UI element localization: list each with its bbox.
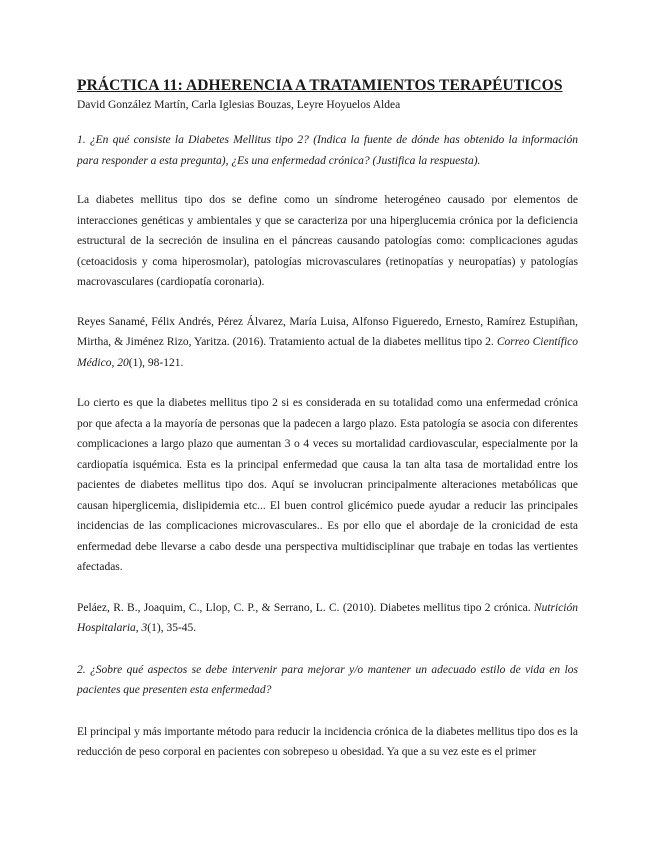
reference-1-authors: Reyes Sanamé, Félix Andrés, Pérez Álvarez, María Luisa, Alfonso Figueredo, Ernesto, Ramírez Estupiñan, Mirtha, & Jiménez Rizo, Yaritza. (2016). Tratamiento actual de la diabetes mellitus tipo 2. [77, 315, 578, 348]
answer-2-paragraph: El principal y más importante método para reducir la incidencia crónica de la diabetes mellitus tipo dos es la reducción de peso corporal en pacientes con sobrepeso u obesidad. Ya que a su vez este es el primer [77, 725, 578, 758]
answer-1b-paragraph: Lo cierto es que la diabetes mellitus tipo 2 si es considerada en su totalidad como una enfermedad crónica por que afecta a la mayoría de personas que la padecen a largo plazo. Esta patología se asocia con diferentes complicaciones a largo plazo que aumentan 3 o 4 veces su mortalidad cardiovascular, especialmente por la cardiopatía isquémica. Esta es la principal enfermedad que causa la tan alta tasa de mortalidad entre los pacientes de diabetes mellitus tipo dos. Aquí se involucran principalmente alteraciones metabólicas que causan hiperglicemia, dislipidemia etc... El buen control glicémico puede ayudar a reducir las principales incidencias de las complicaciones microvasculares.. Es por ello que el abordaje de la cronicidad de esta enfermedad debe llevarse a cabo desde una perspectiva multidisciplinar que trabaje en todas las vertientes afectadas. [77, 397, 578, 573]
page-title: PRÁCTICA 11: ADHERENCIA A TRATAMIENTOS TERAPÉUTICOS [77, 77, 563, 94]
document-page [77, 76, 578, 763]
reference-2-separator: , [135, 622, 142, 634]
reference-2-journal: Nutrición Hospitalaria [77, 601, 578, 634]
reference-2 [77, 598, 578, 639]
authors-line: David González Martín, Carla Iglesias Bouzas, Leyre Hoyuelos Aldea [77, 99, 401, 111]
reference-2-authors: Peláez, R. B., Joaquim, C., Llop, C. P., & Serrano, L. C. (2010). Diabetes mellitus tipo 2 crónica. [77, 601, 534, 614]
reference-1-separator: , [111, 356, 118, 369]
reference-1 [77, 312, 578, 374]
reference-2-volume: 3 [141, 622, 148, 634]
reference-1-volume: 20 [117, 356, 129, 369]
reference-2-pages: (1), 35-45. [147, 622, 197, 634]
question-1: 1. ¿En qué consiste la Diabetes Mellitus tipo 2? (Indica la fuente de dónde has obtenido la información para responder a esta pregunta), ¿Es una enfermedad crónica? (Justifica la respuesta). [77, 134, 578, 167]
reference-1-pages: (1), 98-121. [128, 356, 184, 369]
question-2: 2. ¿Sobre qué aspectos se debe intervenir para mejorar y/o mantener un adecuado estilo de vida en los pacientes que presenten esta enfermedad? [77, 663, 578, 696]
reference-1-journal: Correo Científico Médico [77, 336, 578, 369]
answer-1-paragraph: La diabetes mellitus tipo dos se define como un síndrome heterogéneo causado por elementos de interacciones genéticas y ambientales y que se caracteriza por una hiperglucemia crónica por la deficiencia estructural de la secreción de insulina en el páncreas causando patologías como: complicaciones agudas (cetoacidosis y coma hiperosmolar), patologías microvasculares (retinopatías y neuropatías) y patologías macrovasculares (cardiopatía coronaria). [77, 194, 578, 288]
